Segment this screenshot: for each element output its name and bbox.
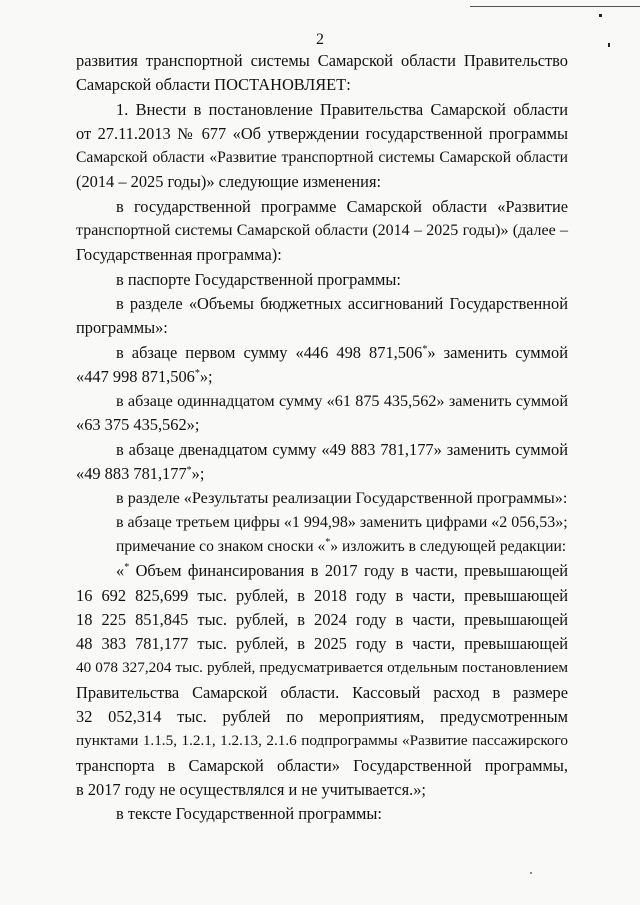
document-line: 18 225 851,845 тыс. рублей, в 2024 году в части, превышающей bbox=[76, 609, 568, 629]
document-line: Самарской области «Развитие транспортной системы Самарской области bbox=[76, 149, 568, 167]
document-line: пунктами 1.1.5, 1.2.1, 1.2.13, 2.1.6 подпрограммы «Развитие пассажирского bbox=[76, 732, 568, 750]
document-line: в абзаце одиннадцатом сумму «61 875 435,562» заменить суммой bbox=[116, 392, 568, 411]
document-line: в 2017 году не осуществлялся и не учитывается.»; bbox=[76, 779, 426, 799]
document-line: транспорта в Самарской области» Государственной программы, bbox=[76, 755, 568, 775]
document-line: 1. Внести в постановление Правительства Самарской области bbox=[116, 99, 568, 119]
document-line: от 27.11.2013 № 677 «Об утверждении государственной программы bbox=[76, 123, 568, 143]
document-line: Правительства Самарской области. Кассовый расход в размере bbox=[76, 682, 568, 702]
document-line: в абзаце первом сумму «446 498 871,506*» заменить суммой bbox=[116, 342, 568, 362]
scan-speck bbox=[599, 14, 602, 17]
document-line: в разделе «Результаты реализации Государственной программы»: bbox=[116, 489, 568, 508]
document-line: 40 078 327,204 тыс. рублей, предусматривается отдельным постановлением bbox=[76, 659, 568, 677]
scan-edge-line bbox=[470, 6, 640, 7]
page-number: 2 bbox=[316, 31, 324, 48]
document-line: в тексте Государственной программы: bbox=[116, 804, 382, 824]
document-line: 16 692 825,699 тыс. рублей, в 2018 году в части, превышающей bbox=[76, 585, 568, 605]
document-line: в абзаце третьем цифры «1 994,98» заменить цифрами «2 056,53»; bbox=[116, 513, 568, 531]
document-line: развития транспортной системы Самарской области Правительство bbox=[76, 51, 568, 70]
document-body bbox=[76, 49, 568, 827]
document-line: программы»: bbox=[76, 318, 168, 338]
document-line: (2014 – 2025 годы)» следующие изменения: bbox=[76, 172, 382, 192]
document-line: «63 375 435,562»; bbox=[76, 415, 200, 435]
document-line: в разделе «Объемы бюджетных ассигнований Государственной bbox=[116, 293, 568, 313]
scan-speck bbox=[530, 872, 532, 874]
document-line: 48 383 781,177 тыс. рублей, в 2025 году в части, превышающей bbox=[76, 634, 568, 654]
document-line: транспортной системы Самарской области (2014 – 2025 годы)» (далее – bbox=[76, 222, 568, 240]
document-line: «447 998 871,506*»; bbox=[76, 366, 213, 386]
document-line: в паспорте Государственной программы: bbox=[116, 269, 401, 289]
document-line: в абзаце двенадцатом сумму «49 883 781,177» заменить суммой bbox=[116, 439, 568, 459]
document-line: Государственная программа): bbox=[76, 245, 282, 265]
document-line: «* Объем финансирования в 2017 году в части, превышающей bbox=[116, 561, 568, 581]
document-line: примечание со знаком сноски «*» изложить в следующей редакции: bbox=[116, 536, 567, 555]
document-line: Самарской области ПОСТАНОВЛЯЕТ: bbox=[76, 75, 351, 95]
document-line: 32 052,314 тыс. рублей по мероприятиям, предусмотренным bbox=[76, 707, 568, 727]
document-line: в государственной программе Самарской области «Развитие bbox=[116, 196, 568, 216]
document-line: «49 883 781,177*»; bbox=[76, 464, 205, 484]
